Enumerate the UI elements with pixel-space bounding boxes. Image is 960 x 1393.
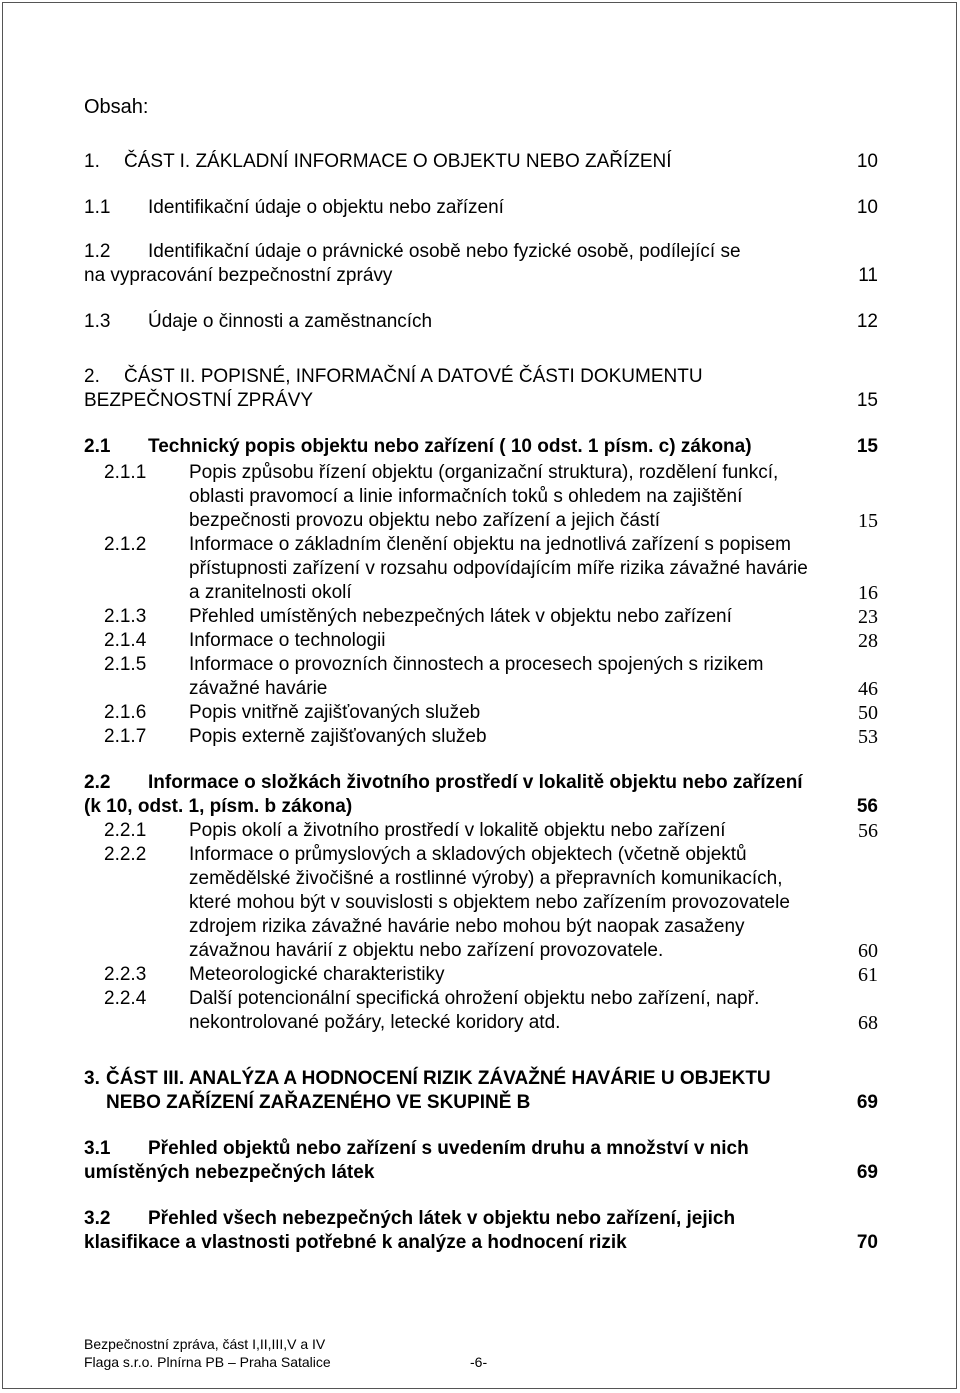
toc-page: 16 [858, 582, 878, 604]
toc-page: 12 [856, 311, 878, 332]
toc-page: 56 [858, 820, 878, 842]
toc-title-line-2: BEZPEČNOSTNÍ ZPRÁVY [84, 390, 314, 411]
toc-number: 1.2 [84, 241, 111, 262]
toc-title-line-1: Informace o základním členění objektu na jednotlivá zařízení s popisem [189, 534, 791, 555]
toc-title-line-2: (k 10, odst. 1, písm. b zákona) [84, 796, 353, 817]
toc-title-line-2: NEBO ZAŘÍZENÍ ZAŘAZENÉHO VE SKUPINĚ B [106, 1092, 531, 1113]
toc-page: 56 [856, 796, 878, 817]
toc-number: 2.2.2 [104, 844, 147, 865]
toc-title: Popis okolí a životního prostředí v lokalitě objektu nebo zařízení [189, 820, 726, 841]
toc-title: Identifikační údaje o objektu nebo zařízení [148, 197, 504, 218]
toc-number: 3.2 [84, 1208, 111, 1229]
toc-page: 50 [858, 702, 878, 724]
toc-number: 2.1.3 [104, 606, 147, 627]
toc-number: 3. [84, 1068, 100, 1089]
toc-number: 2.2 [84, 772, 111, 793]
toc-number: 2.1.4 [104, 630, 147, 651]
footer-page-number: -6- [470, 1354, 488, 1370]
toc-title-line-5: závažnou havárií z objektu nebo zařízení provozovatele. [189, 940, 664, 961]
toc-number: 1. [84, 151, 100, 172]
toc-number: 2.1.5 [104, 654, 147, 675]
footer-document-title: Bezpečnostní zpráva, část I,II,III,V a IV [84, 1336, 326, 1352]
toc-page: 15 [856, 390, 878, 411]
toc-page: 69 [856, 1162, 878, 1183]
toc-number: 3.1 [84, 1138, 111, 1159]
toc-title-line-1: Popis způsobu řízení objektu (organizační struktura), rozdělení funkcí, [189, 462, 779, 483]
toc-number: 2.1.7 [104, 726, 147, 747]
toc-title: Údaje o činnosti a zaměstnancích [148, 311, 433, 332]
toc-page: 61 [858, 964, 878, 986]
toc-page: 15 [856, 436, 878, 457]
toc-title-line-1: Další potencionální specifická ohrožení objektu nebo zařízení, např. [189, 988, 760, 1009]
toc-title-line-3: které mohou být v souvislosti s objektem nebo zařízením provozovatele [189, 892, 790, 913]
toc-title: Informace o technologii [189, 630, 386, 651]
toc-title-line-4: zdrojem rizika závažné havárie nebo mohou být naopak zasaženy [189, 916, 745, 937]
toc-title: ČÁST I. ZÁKLADNÍ INFORMACE O OBJEKTU NEBO ZAŘÍZENÍ [124, 151, 672, 172]
toc-page: 15 [858, 510, 878, 532]
toc-title-line-2: klasifikace a vlastnosti potřebné k analýze a hodnocení rizik [84, 1232, 627, 1253]
toc-title: Přehled umístěných nebezpečných látek v objektu nebo zařízení [189, 606, 732, 627]
toc-number: 2.2.4 [104, 988, 147, 1009]
toc-title: Popis vnitřně zajišťovaných služeb [189, 702, 481, 723]
toc-title-line-1: Identifikační údaje o právnické osobě nebo fyzické osobě, podílející se [148, 241, 741, 262]
toc-title-line-1: Informace o složkách životního prostředí v lokalitě objektu nebo zařízení [148, 772, 803, 793]
toc-page: 28 [858, 630, 878, 652]
toc-number: 2. [84, 366, 100, 387]
toc-title-line-3: a zranitelnosti okolí [189, 582, 352, 603]
toc-page: 23 [858, 606, 878, 628]
toc-page: 60 [858, 940, 878, 962]
toc-title-line-1: ČÁST III. ANALÝZA A HODNOCENÍ RIZIK ZÁVAŽNÉ HAVÁRIE U OBJEKTU [106, 1068, 771, 1089]
toc-number: 2.1.2 [104, 534, 147, 555]
toc-number: 2.1.1 [104, 462, 147, 483]
toc-title: Technický popis objektu nebo zařízení ( 10 odst. 1 písm. c) zákona) [148, 436, 752, 457]
toc-title-line-1: ČÁST II. POPISNÉ, INFORMAČNÍ A DATOVÉ ČÁSTI DOKUMENTU [124, 366, 703, 387]
toc-page: 68 [858, 1012, 878, 1034]
toc-title-line-1: Informace o provozních činnostech a procesech spojených s rizikem [189, 654, 764, 675]
toc-number: 2.1 [84, 436, 111, 457]
toc-title-line-2: na vypracování bezpečnostní zprávy [84, 265, 393, 286]
toc-number: 2.2.3 [104, 964, 147, 985]
toc-number: 2.1.6 [104, 702, 147, 723]
toc-page: 11 [858, 265, 878, 286]
toc-title-line-2: oblasti pravomocí a linie informačních toků s ohledem na zajištění [189, 486, 743, 507]
toc-title: Popis externě zajišťovaných služeb [189, 726, 487, 747]
toc-page: 69 [856, 1092, 878, 1113]
toc-title-line-3: bezpečnosti provozu objektu nebo zařízení a jejich částí [189, 510, 661, 531]
toc-page: 10 [856, 197, 878, 218]
footer-company: Flaga s.r.o. Plnírna PB – Praha Satalice [84, 1354, 331, 1370]
toc-number: 2.2.1 [104, 820, 147, 841]
toc-page: 53 [858, 726, 878, 748]
toc-title-line-1: Informace o průmyslových a skladových objektech (včetně objektů [189, 844, 747, 865]
toc-number: 1.3 [84, 311, 111, 332]
toc-page: 70 [856, 1232, 878, 1253]
toc-title-line-2: přístupnosti zařízení v rozsahu odpovídajícím míře rizika závažné havárie [189, 558, 808, 579]
toc-page: 10 [856, 151, 878, 172]
toc-title-line-2: umístěných nebezpečných látek [84, 1162, 375, 1183]
toc-heading: Obsah: [84, 96, 149, 118]
toc-title: Meteorologické charakteristiky [189, 964, 445, 985]
toc-title-line-1: Přehled všech nebezpečných látek v objektu nebo zařízení, jejich [148, 1208, 736, 1229]
toc-number: 1.1 [84, 197, 111, 218]
toc-title-line-1: Přehled objektů nebo zařízení s uvedením druhu a množství v nich [148, 1138, 749, 1159]
toc-page: 46 [858, 678, 878, 700]
toc-title-line-2: nekontrolované požáry, letecké koridory atd. [189, 1012, 561, 1033]
toc-title-line-2: závažné havárie [189, 678, 328, 699]
toc-title-line-2: zemědělské živočišné a rostlinné výroby) a přepravních komunikacích, [189, 868, 783, 889]
